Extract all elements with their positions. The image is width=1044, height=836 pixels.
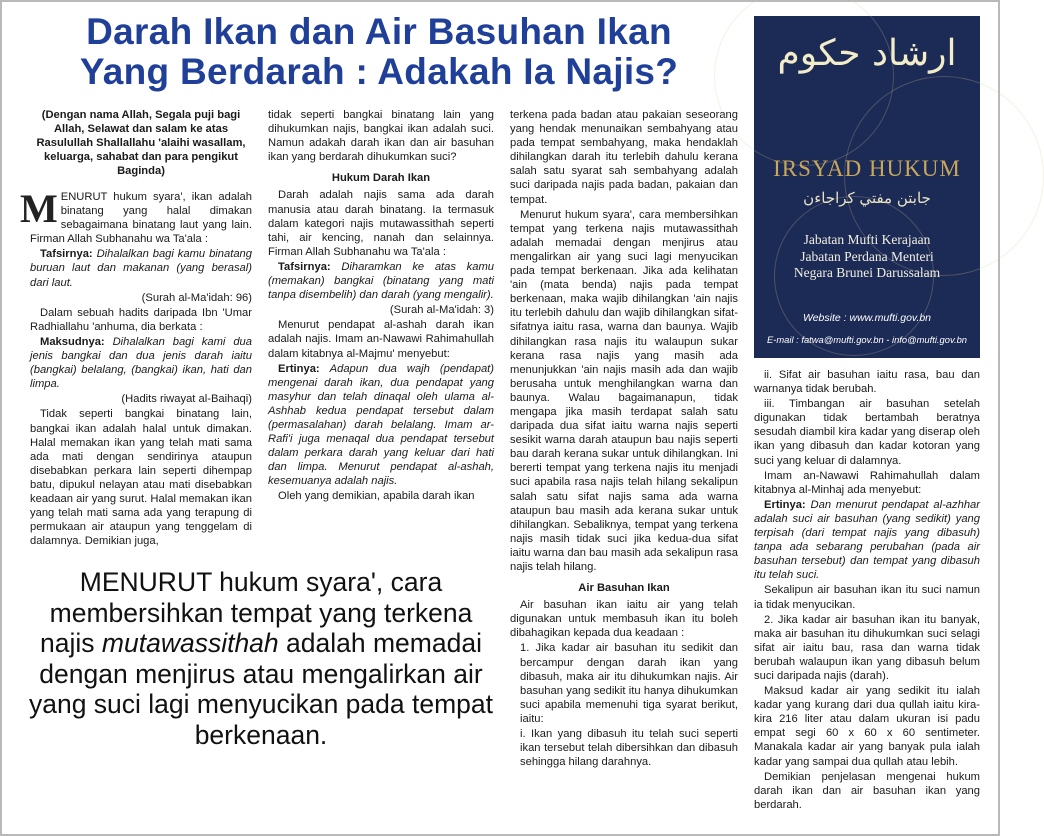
maksud-label: Maksudnya: xyxy=(40,335,105,348)
list-item: ii. Sifat air basuhan iaitu rasa, bau dan warnanya tidak berubah. xyxy=(754,369,980,396)
article-column-1 xyxy=(20,108,252,564)
arabic-subtitle: جابتن مفتي كراجاءن xyxy=(803,189,931,207)
website-text: Website : www.mufti.gov.bn xyxy=(803,312,931,324)
list-item: i. Ikan yang dibasuh itu telah suci seperti ikan tersebut telah dibersihkan dan dibasuh sehingga hilang darahnya. xyxy=(520,728,738,769)
paragraph: Darah adalah najis sama ada darah manusia atau darah binatang. Ia termasuk dalam kategori najis mutawassithah seperti tahi, air kencing, nanah dan selainnya. Firman Allah Subhanahu wa Ta'ala : xyxy=(268,189,494,258)
arabic-calligraphy: ارشاد حكوم xyxy=(777,33,957,74)
paragraph: Air basuhan ikan iaitu air yang telah digunakan untuk membasuh ikan itu boleh dibahagikan kepada dua keadaan : xyxy=(510,599,738,640)
list-item: 2. Jika kadar air basuhan ikan itu banyak, maka air basuhan itu dihukumkan suci selagi sifat air iaitu bau, rasa dan warna tidak berubah walaupun ikan yang dibasuh belum suci daripada najis (darah). xyxy=(754,613,980,682)
lead-text: ENURUT hukum syara', ikan adalah binatang yang halal dimakan sebagaimana binatang laut yang lain. Firman Allah Subhanahu wa Ta'ala : xyxy=(30,191,252,246)
paragraph: terkena pada badan atau pakaian seseorang yang hendak menunaikan sembahyang atau pada tempat sembahyang, maka hendaklah dihilangkan darah itu terlebih dahulu kerana salah satu syarat sah sembahyang adalah suci daripada najis pada badan, pakaian dan tempat. xyxy=(510,109,738,206)
paragraph: Imam an-Nawawi Rahimahullah dalam kitabnya al-Minhaj ada menyebut: xyxy=(754,469,980,496)
paragraph: Tidak seperti bangkai binatang lain, bangkai ikan adalah halal untuk dimakan. Halal memakan ikan yang telah mati sama ada mati dengan sendirinya ataupun disebabkan perkara lain seperti dihempap batu, dipukul nelayan atau mati disebabkan keadaan air yang surut. Halal memakan ikan yang telah mati sama ada yang terapung di permukaan air ataupun yang tenggelam di dalamnya. Demikian juga, xyxy=(30,408,252,548)
article-column-2 xyxy=(268,108,494,560)
org-line: Negara Brunei Darussalam xyxy=(793,265,941,280)
paragraph: Oleh yang demikian, apabila darah ikan xyxy=(278,490,475,503)
tafsir-label: Tafsirnya: xyxy=(40,248,93,261)
org-line: Jabatan Mufti Kerajaan xyxy=(803,232,931,247)
paragraph: Maksud kadar air yang sedikit itu ialah kadar yang kurang dari dua qullah iaitu kira-kira 216 liter atau dalam ukuran isi padu empat segi 60 x 60 x 60 sentimeter. Manakala kadar air yang banyak pula ialah kadar yang sampai dua qullah atau lebih. xyxy=(754,685,980,768)
lead-paragraph xyxy=(20,186,252,246)
ertinya-label: Ertinya: xyxy=(278,362,320,375)
tafsir-text: Dihalalkan bagi kamu binatang buruan laut dan makanan (yang berasal) dari laut. xyxy=(30,248,252,289)
email-text: E-mail : fatwa@mufti.gov.bn - info@mufti.gov.bn xyxy=(766,334,967,345)
headline xyxy=(10,12,748,92)
paragraph: Sekalipun air basuhan ikan itu suci namun ia tidak menyucikan. xyxy=(754,584,980,611)
pull-quote-italic: mutawassithah xyxy=(101,628,279,658)
tafsir-paragraph xyxy=(268,260,494,302)
paragraph: Dalam sebuah hadits daripada Ibn 'Umar Radhiallahu 'anhuma, dia berkata : xyxy=(30,306,252,333)
logo-title: IRSYAD HUKUM xyxy=(773,156,961,181)
headline-line-2: Yang Berdarah : Adakah Ia Najis? xyxy=(79,51,679,92)
irsyad-hukum-logo xyxy=(754,16,980,358)
tafsir-text: Diharamkan ke atas kamu (memakan) bangkai (binatang yang mati tanpa disembelih) dan darah (yang mengalir). xyxy=(268,260,494,302)
ertinya-paragraph xyxy=(268,362,494,489)
organization xyxy=(754,232,980,282)
list-item: iii. Timbangan air basuhan setelah digunakan tidak bertambah beratnya sesudah diambil kira kadar yang diserap oleh ikan yang dibasuh dan kadar kotoran yang suci yang keluar di dalamnya. xyxy=(754,398,980,467)
headline-line-1: Darah Ikan dan Air Basuhan Ikan xyxy=(86,11,672,52)
intro-text: (Dengan nama Allah, Segala puji bagi Allah, Selawat dan salam ke atas Rasulullah Shallallahu 'alaihi wasallam, keluarga, sahabat dan para pengikut Baginda) xyxy=(36,109,246,177)
pull-quote-rest: adalah memadai dengan menjirus atau mengalirkan air yang suci lagi menyucikan pada tempat berkenaan. xyxy=(28,628,494,750)
org-line: Jabatan Perdana Menteri xyxy=(800,248,934,264)
hadith-reference: (Hadits riwayat al-Baihaqi) xyxy=(121,393,252,406)
paragraph: Menurut pendapat al-ashah darah ikan adalah najis. Imam an-Nawawi Rahimahullah dalam kitabnya al-Majmu' menyebut: xyxy=(268,319,494,360)
pull-quote xyxy=(24,567,498,750)
article-column-4 xyxy=(754,368,980,820)
pull-quote-lead: MENURUT hukum syara', cara membersihkan tempat yang terkena najis xyxy=(40,567,473,658)
verse-reference: (Surah al-Ma'idah: 3) xyxy=(389,304,494,317)
tafsir-paragraph xyxy=(30,247,252,289)
section-heading: Air Basuhan Ikan xyxy=(578,582,670,595)
article-column-3 xyxy=(510,108,738,820)
maksud-paragraph xyxy=(30,335,252,391)
tafsir-label: Tafsirnya: xyxy=(278,260,331,273)
list-item: 1. Jika kadar air basuhan itu sedikit dan bercampur dengan darah ikan yang dibasuh, maka air itu dihukumkan najis. Air basuhan yang sedikit itu hanya dihukumkan suci apabila memenuhi tiga syarat berikut, iaitu: xyxy=(520,642,738,725)
ertinya-text: Dan menurut pendapat al-azhhar adalah suci air basuhan (yang sedikit) yang terpisah (dari tempat najis yang dibasuh) tanpa ada sebarang perubahan (pada air basuhan tersebut) dan tempat yang dibasuh itu telah suci. xyxy=(754,498,980,582)
paragraph: Demikian penjelasan mengenai hukum darah ikan dan air basuhan ikan yang berdarah. xyxy=(754,770,980,811)
verse-reference: (Surah al-Ma'idah: 96) xyxy=(141,291,252,304)
maksud-text: Dihalalkan bagi kami dua jenis bangkai dan dua jenis darah iaitu (bangkai) belalang, (bangkai) ikan, hati dan limpa. xyxy=(30,335,252,391)
ertinya-text: Adapun dua wajh (pendapat) mengenai darah ikan, dua pendapat yang masyhur dan telah dinaqal oleh ulama al-Ashhab kedua pendapat tersebut dalam (permasalahan) darah belalang. Imam ar-Rafi'i juga menaqal dua pendapat tersebut dalam perkara darah yang keluar dari hati dan limpa. Menurut pendapat al-ashah, kesemuanya adalah najis. xyxy=(268,362,495,488)
section-heading: Hukum Darah Ikan xyxy=(331,172,431,185)
paragraph: Menurut hukum syara', cara membersihkan tempat yang terkena najis mutawassithah adalah memadai dengan menjirus atau mengalirkan air yang suci lagi menyucikan pada tempat berkenaan. Jika ada kelihatan 'ain (mata benda) najis pada tempat berkenaan, maka wajib dihilangkan 'ain najis itu terlebih dahulu dan wajib dihilangkan sifat-sifatnya iaitu rasa, warna dan baunya. Wajib dihilangkan rasa najis itu walaupun sukar kerana rasa najis yang masih ada menunjukkan 'ain najis masih ada dan wajib berusaha untuk menghilangkan warna dan baunya. Walau bagaimanapun, tidak mengapa jika masih terdapat salah satu daripada dua sifat iaitu warna najis seperti sesikit warna darah ataupun bau najis seperti bau darah kerana sukar untuk dihilangkan. Ini bererti tempat yang terkena najis itu menjadi suci apabila rasa najis telah hilang sekalipun salah satu sifat najis sama ada warna ataupun bau masih ada kerana sukar untuk dihilangkan. Sebaliknya, tempat yang terkena najis masih tidak suci jika kedua-dua sifat iaitu warna dan bau masih ada sekalipun rasa najis telah hilang. xyxy=(510,208,738,573)
drop-cap: M xyxy=(20,186,58,231)
ertinya-paragraph xyxy=(754,498,980,583)
paragraph: tidak seperti bangkai binatang lain yang dihukumkan najis, bangkai ikan adalah suci. Namun adakah darah ikan dan air basuhan ikan yang berdarah dihukumkan suci? xyxy=(268,109,494,164)
ertinya-label: Ertinya: xyxy=(764,498,806,511)
